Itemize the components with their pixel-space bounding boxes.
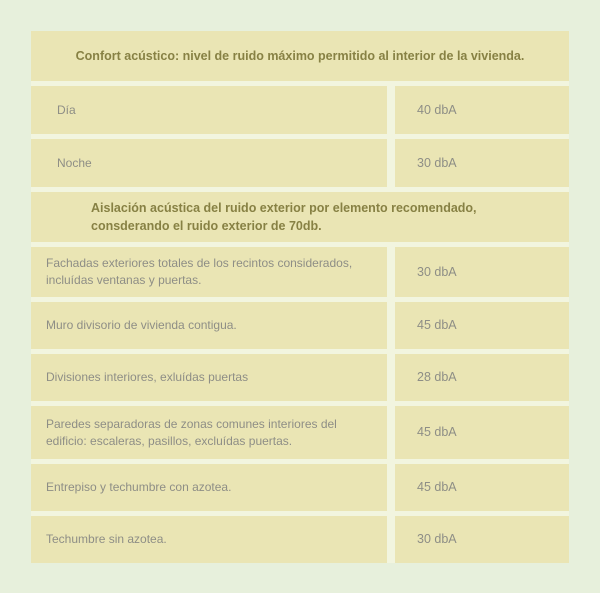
table-cell-label-muro — [31, 302, 387, 349]
value-text: 45 dbA — [417, 425, 457, 439]
value-text: 30 dbA — [417, 155, 457, 170]
table-header-aislacion-line1: Aislación acústica del ruido exterior por elemento recomendado, — [91, 201, 477, 215]
table-cell-value-paredes — [395, 406, 569, 459]
table-cell-label-noche — [31, 139, 387, 187]
label-text: Techumbre sin azotea. — [46, 532, 167, 546]
value-text: 28 dbA — [417, 370, 457, 384]
value-text: 45 dbA — [417, 480, 457, 494]
table-cell-label-techumbre — [31, 516, 387, 563]
table-header-aislacion-line2: consderando el ruido exterior de 70db. — [91, 219, 322, 233]
label-text-line1: Paredes separadoras de zonas comunes interiores del — [46, 416, 337, 431]
table-cell-value-noche — [395, 139, 569, 187]
table-header-confort-acustico — [31, 31, 569, 81]
acoustics-table — [31, 31, 569, 563]
label-text: Día — [57, 102, 76, 117]
value-text: 30 dbA — [417, 264, 457, 279]
label-text: Entrepiso y techumbre con azotea. — [46, 480, 232, 494]
table-cell-label-divisiones — [31, 354, 387, 401]
table-cell-value-muro — [395, 302, 569, 349]
label-text-line1: Fachadas exteriores totales de los recintos considerados, — [46, 256, 353, 270]
table-cell-label-fachadas — [31, 247, 387, 297]
table-cell-value-dia — [395, 86, 569, 134]
value-text: 40 dbA — [417, 102, 457, 117]
table-cell-label-entrepiso — [31, 464, 387, 511]
label-text-line2: edificio: escaleras, pasillos, excluídas puertas. — [46, 433, 293, 448]
table-cell-value-techumbre — [395, 516, 569, 563]
table-header-aislacion-acustica — [31, 192, 569, 242]
table-header-confort-text: Confort acústico: nivel de ruido máximo permitido al interior de la vivienda. — [75, 49, 525, 63]
table-cell-label-dia — [31, 86, 387, 134]
label-text-line2: incluídas ventanas y puertas. — [46, 273, 202, 287]
table-cell-value-fachadas — [395, 247, 569, 297]
table-cell-value-divisiones — [395, 354, 569, 401]
label-text: Noche — [57, 155, 92, 170]
label-text: Divisiones interiores, exluídas puertas — [46, 370, 249, 384]
value-text: 30 dbA — [417, 532, 457, 546]
label-text: Muro divisorio de vivienda contigua. — [46, 318, 237, 332]
value-text: 45 dbA — [417, 318, 457, 332]
table-cell-value-entrepiso — [395, 464, 569, 511]
table-cell-label-paredes — [31, 406, 387, 459]
